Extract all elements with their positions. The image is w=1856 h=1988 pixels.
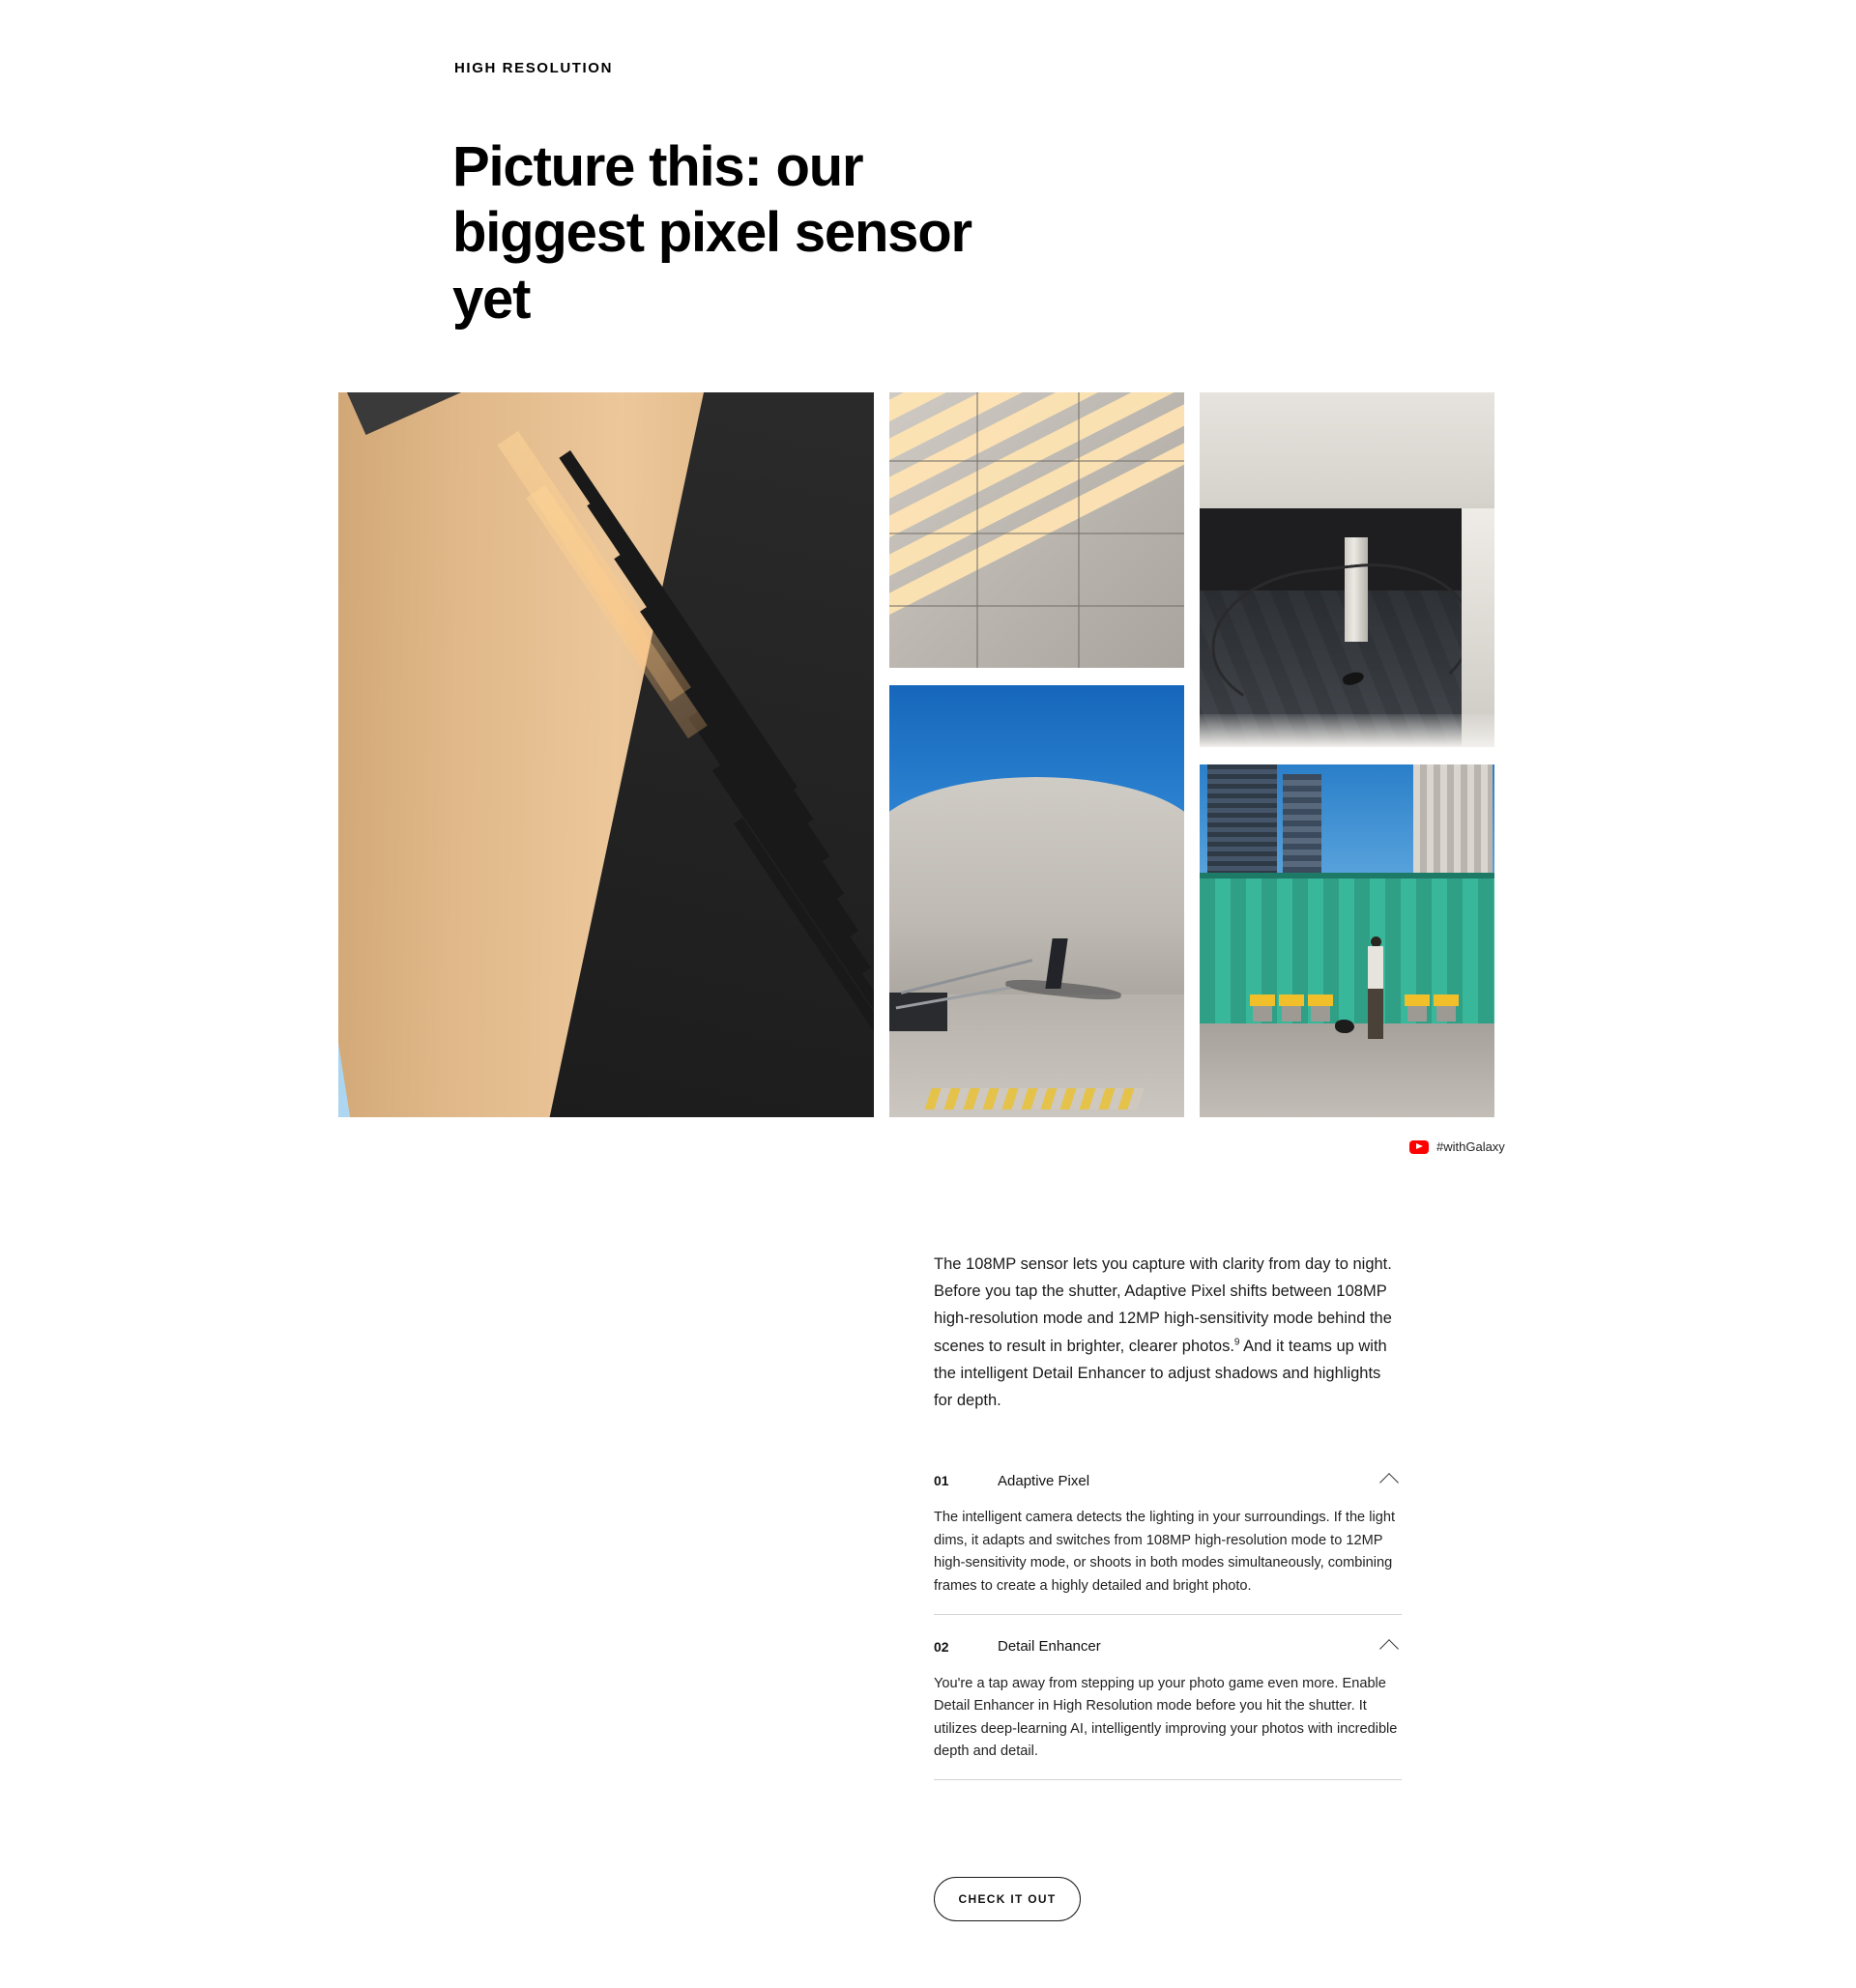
body-column [934,1234,1396,1430]
accordion-body: You're a tap away from stepping up your photo game even more. Enable Detail Enhancer in High Resolution mode before you hit the shutter. It utilizes deep-learning AI, intelligently improving your photos with incredible depth and detail. [934,1675,1398,1760]
gallery-image-sunlit-paving-stripes[interactable] [889,392,1184,668]
accordion-item-detail-enhancer [934,1632,1402,1781]
accordion-body: The intelligent camera detects the lighting in your surroundings. If the light dims, it adapts and switches from 108MP high-resolution mode to 12MP high-sensitivity mode, or shoots in both modes simultaneously, combining frames to create a highly detailed and bright photo. [934,1510,1395,1594]
gallery-image-curved-wall-walker[interactable] [889,685,1184,1117]
accordion-number: 01 [934,1473,949,1488]
body-text-part-1: The 108MP sensor lets you capture with clarity from day to night. Before you tap the shutter, Adaptive Pixel shifts between 108MP high-resolution mode and 12MP high-sensitivity mode behind the scenes to result in brighter, clearer photos. [934,1254,1392,1355]
accordion-item-adaptive-pixel [934,1466,1402,1615]
youtube-icon [1409,1140,1429,1154]
gallery-image-green-container-bench[interactable] [1200,764,1494,1117]
accordion-title: Adaptive Pixel [998,1472,1090,1489]
body-paragraph [934,1251,1396,1415]
accordion-number: 02 [934,1638,949,1655]
chevron-up-icon[interactable] [1379,1473,1399,1492]
gallery-image-concrete-wall-shadows[interactable] [338,392,874,1117]
accordion-header-adaptive-pixel[interactable] [934,1466,1402,1501]
footnote-marker: 9 [1233,1337,1240,1348]
feature-accordion [934,1466,1402,1798]
accordion-title: Detail Enhancer [998,1638,1101,1656]
gallery-credit [1409,1139,1505,1154]
photo-gallery [338,392,1517,1117]
gallery-credit-label: #withGalaxy [1436,1139,1505,1154]
accordion-header-detail-enhancer[interactable] [934,1632,1402,1667]
section-eyebrow: HIGH RESOLUTION [454,60,614,76]
page-title: Picture this: our biggest pixel sensor yet [452,134,972,331]
check-it-out-button[interactable]: CHECK IT OUT [934,1877,1081,1921]
gallery-image-underpass-dog[interactable] [1200,392,1494,747]
chevron-up-icon[interactable] [1379,1639,1399,1658]
body-text-part-2: And it teams up with the intelligent Detail Enhancer to adjust shadows and highlights for depth. [934,1337,1387,1410]
